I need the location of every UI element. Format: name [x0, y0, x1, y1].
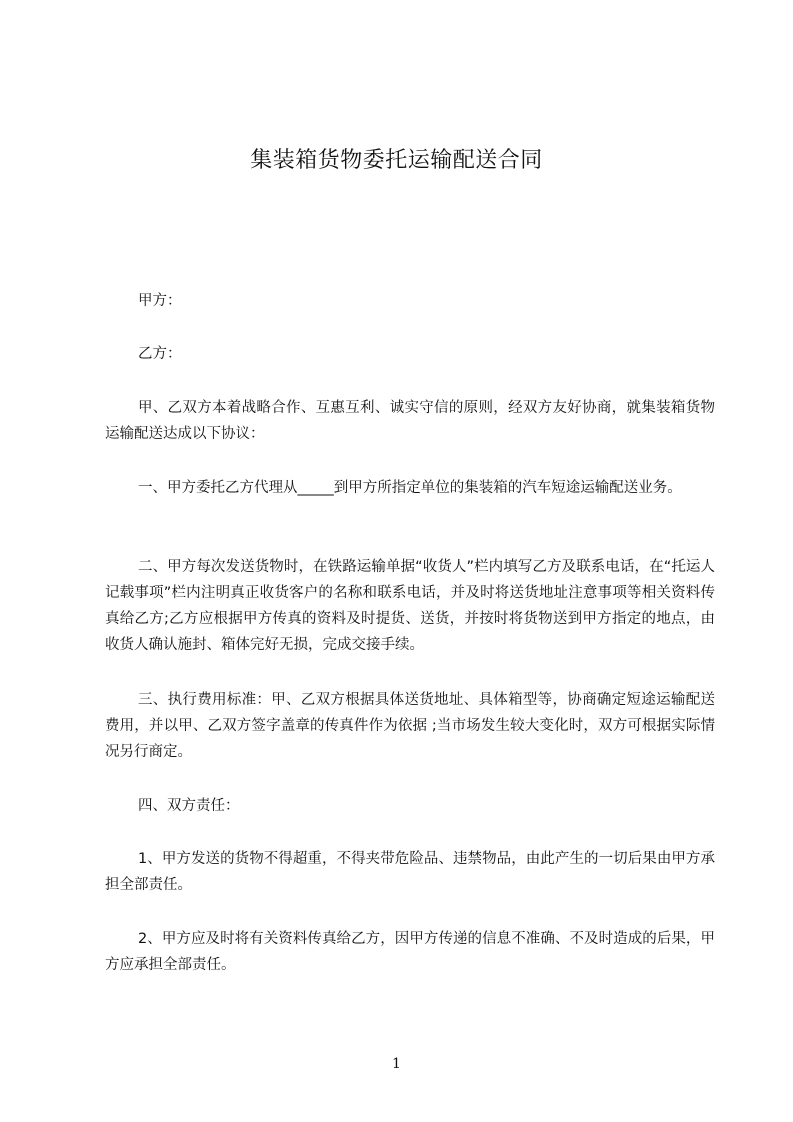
clause-4-item-2: 2、甲方应及时将有关资料传真给乙方，因甲方传递的信息不准确、不及时造成的后果，甲方应承担全部责任。 [105, 931, 715, 973]
party-a-label: 甲方： [138, 293, 182, 309]
clause-2: 二、甲方每次发送货物时，在铁路运输单据“收货人”栏内填写乙方及联系电话，在“托运人记载事项”栏内注明真正收货客户的名称和联系电话，并及时将送货地址注意事项等相关资料传真给乙方;乙方应根据甲方传真的资料及时提货、送货，并按时将货物送到甲方指定的地点，由收货人确认施封、箱体完好无损，完成交接手续。 [105, 559, 715, 653]
page-number: 1 [392, 1056, 401, 1072]
clause-4-item-1: 1、甲方发送的货物不得超重，不得夹带危险品、违禁物品，由此产生的一切后果由甲方承担全部责任。 [105, 851, 715, 893]
clause-4-heading: 四、双方责任： [138, 798, 240, 814]
clause-3: 三、执行费用标准：甲、乙双方根据具体送货地址、具体箱型等，协商确定短途运输配送费用，并以甲、乙双方签字盖章的传真件作为依据 ;当市场发生较大变化时，双方可根据实际情况另行商定。 [105, 692, 715, 760]
clause-1: 一、甲方委托乙方代理从_____到甲方所指定单位的集装箱的汽车短途运输配送业务。 [138, 480, 682, 496]
intro-paragraph: 甲、乙双方本着战略合作、互惠互利、诚实守信的原则，经双方友好协商，就集装箱货物运输配送达成以下协议： [105, 400, 715, 442]
document-title: 集装箱货物委托运输配送合同 [250, 148, 543, 173]
party-b-label: 乙方： [138, 346, 182, 362]
